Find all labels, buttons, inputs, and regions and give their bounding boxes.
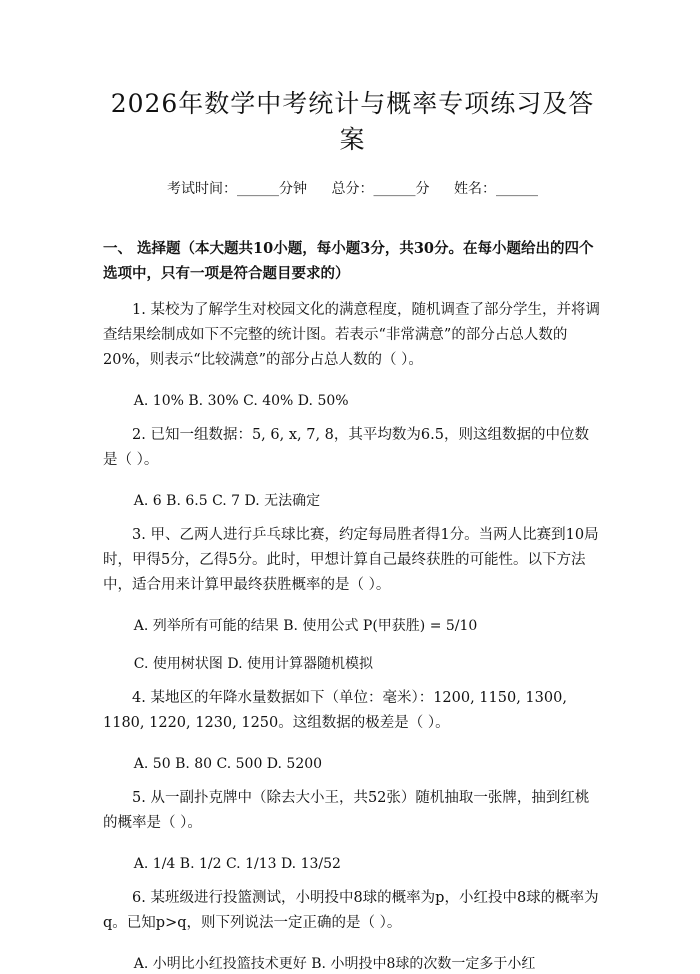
question-5: 5. 从一副扑克牌中（除去大小王，共52张）随机抽取一张牌，抽到红桃的概率是（ ）。 — [103, 790, 590, 831]
question-6-options: A. 小明比小红投篮技术更好 B. 小明投中8球的次数一定多于小红 — [133, 956, 536, 972]
question-1-options: A. 10% B. 30% C. 40% D. 50% — [133, 393, 349, 409]
question-2: 2. 已知一组数据：5, 6, x, 7, 8，其平均数为6.5，则这组数据的中位数是（ ）。 — [103, 427, 589, 468]
question-2-options: A. 6 B. 6.5 C. 7 D. 无法确定 — [133, 493, 321, 509]
section-heading: 一、 选择题（本大题共10小题，每小题3分，共30分。在每小题给出的四个选项中，只有一项是符合题目要求的） — [103, 240, 594, 282]
question-6: 6. 某班级进行投篮测试，小明投中8球的概率为p，小红投中8球的概率为q。已知p>q，则下列说法一定正确的是（ ）。 — [103, 890, 599, 931]
exam-time: 考试时间：______分钟 — [167, 181, 308, 197]
question-3-options: A. 列举所有可能的结果 B. 使用公式 P(甲获胜) = 5/10 — [133, 618, 478, 634]
exam-meta — [103, 178, 602, 198]
question-4: 4. 某地区的年降水量数据如下（单位：毫米）：1200, 1150, 1300, 1180, 1220, 1230, 1250。这组数据的极差是（ ）。 — [103, 690, 567, 731]
student-name: 姓名：______ — [453, 181, 538, 197]
page-title: 2026年数学中考统计与概率专项练习及答案 — [110, 89, 595, 154]
total-score: 总分：______分 — [331, 181, 430, 197]
question-3-options: C. 使用树状图 D. 使用计算器随机模拟 — [133, 656, 373, 672]
question-list — [103, 298, 602, 974]
question-1: 1. 某校为了解学生对校园文化的满意程度，随机调查了部分学生，并将调查结果绘制成如下不完整的统计图。若表示“非常满意”的部分占总人数的20%，则表示“比较满意”的部分占总人数的（ ）。 — [103, 302, 600, 368]
question-3: 3. 甲、乙两人进行乒乓球比赛，约定每局胜者得1分。当两人比赛到10局时，甲得5分，乙得5分。此时，甲想计算自己最终获胜的可能性。以下方法中，适合用来计算甲最终获胜概率的是（ ）。 — [103, 527, 599, 593]
question-5-options: A. 1/4 B. 1/2 C. 1/13 D. 13/52 — [133, 856, 341, 872]
question-4-options: A. 50 B. 80 C. 500 D. 5200 — [133, 756, 323, 772]
